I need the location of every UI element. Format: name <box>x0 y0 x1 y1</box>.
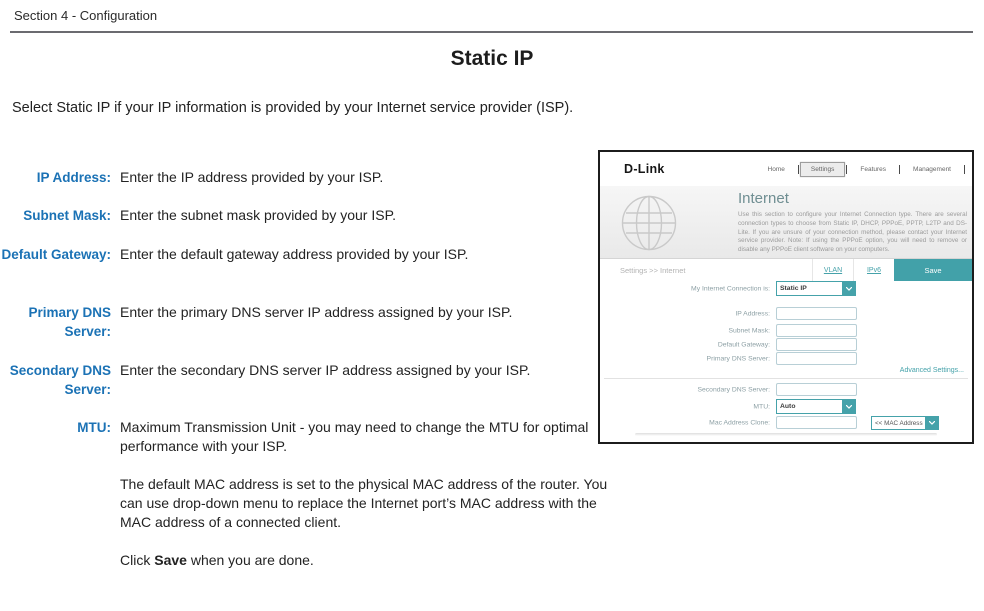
connection-type-dropdown[interactable] <box>776 281 856 296</box>
form-row-connection <box>600 281 972 296</box>
default-gateway-input[interactable] <box>776 338 857 351</box>
mac-address-paragraph: The default MAC address is set to the physical MAC address of the router. You can use drop-down menu to replace the Internet port’s MAC address with the MAC address of a connected client. <box>120 476 608 530</box>
mtu-description: Maximum Transmission Unit - you may need to change the MTU for optimal performance with your ISP. <box>120 419 589 454</box>
connection-type-value: Static IP <box>780 285 807 292</box>
field-description: Enter the secondary DNS server IP address assigned by your ISP. <box>120 362 531 378</box>
field-description: Enter the subnet mask provided by your ISP. <box>120 207 397 223</box>
field-description: Enter the default gateway address provided by your ISP. <box>120 246 469 262</box>
field-label-mtu: MTU: <box>77 420 111 435</box>
field-row <box>0 245 610 264</box>
form-row-mtu <box>600 399 972 414</box>
nav-item-home[interactable]: Home <box>767 165 785 173</box>
vlan-link[interactable]: VLAN <box>823 266 843 274</box>
internet-hero-band <box>600 186 972 258</box>
field-description: Enter the IP address provided by your ISP. <box>120 169 384 185</box>
mtu-value: Auto <box>780 403 796 410</box>
form-divider <box>604 378 968 379</box>
nav-separator <box>798 165 799 174</box>
form-row-secondary-dns <box>600 383 972 396</box>
field-row <box>0 168 610 187</box>
mac-address-value: << MAC Address <box>875 419 923 427</box>
intro-text: Select Static IP if your IP information is provided by your Internet service provider (ISP). <box>12 100 574 116</box>
hero-title: Internet <box>738 190 789 207</box>
hero-description: Use this section to configure your Internet Connection type. There are several connection types to choose from Static IP, DHCP, PPPoE, PPTP, L2TP and DS-Lite. If you are unsure of your connection method, please contact your Internet service provider. Note: If using the PPPoE option, you will need to remove or disable any PPPoE client software on your computers. <box>738 211 967 254</box>
mac-clone-label: Mac Address Clone: <box>709 419 770 427</box>
nav-item-features[interactable]: Features <box>860 165 887 173</box>
field-row <box>0 361 610 399</box>
save-keyword: Save <box>154 552 187 568</box>
primary-dns-label: Primary DNS Server: <box>706 355 770 362</box>
subnet-mask-label: Subnet Mask: <box>728 327 770 334</box>
form-row-mac-clone <box>600 416 972 430</box>
field-label-subnet-mask: Subnet Mask: <box>23 208 111 223</box>
settings-toolbar <box>600 258 972 281</box>
field-description <box>120 418 610 589</box>
mtu-dropdown[interactable] <box>776 399 856 414</box>
breadcrumb: Settings >> Internet <box>620 265 686 275</box>
mac-clone-input[interactable] <box>776 416 857 429</box>
form-row-primary-dns <box>600 352 972 365</box>
form-row-gateway <box>600 338 972 351</box>
mac-address-dropdown[interactable] <box>871 416 939 430</box>
field-row <box>0 418 610 589</box>
mtu-label: MTU: <box>753 403 770 410</box>
field-description: Enter the primary DNS server IP address assigned by your ISP. <box>120 304 513 320</box>
closing-line: Click Save when you are done. <box>120 552 314 568</box>
field-label-ip-address: IP Address: <box>36 170 111 185</box>
footer-shadow <box>635 433 937 436</box>
router-nav <box>756 152 966 186</box>
globe-icon <box>620 194 678 252</box>
ipv6-link[interactable]: IPv6 <box>866 266 881 274</box>
subnet-mask-input[interactable] <box>776 324 857 337</box>
header-rule <box>10 31 973 33</box>
nav-item-settings[interactable]: Settings <box>800 162 846 177</box>
router-header-bar <box>600 152 972 187</box>
nav-separator <box>964 165 965 174</box>
field-label-primary-dns: Primary DNS Server: <box>28 305 111 339</box>
chevron-down-icon <box>842 400 855 413</box>
ip-address-input[interactable] <box>776 307 857 320</box>
form-row-ip <box>600 307 972 320</box>
nav-item-management[interactable]: Management <box>913 165 951 173</box>
router-ui-screenshot <box>598 150 974 444</box>
chevron-down-icon <box>842 282 855 295</box>
vlan-cell <box>812 259 853 281</box>
secondary-dns-label: Secondary DNS Server: <box>697 386 770 393</box>
secondary-dns-input[interactable] <box>776 383 857 396</box>
advanced-settings-link[interactable]: Advanced Settings... <box>899 367 964 374</box>
chevron-down-icon <box>925 417 938 429</box>
field-row <box>0 303 610 341</box>
dlink-logo: D-Link <box>624 162 665 176</box>
field-label-default-gateway: Default Gateway: <box>1 247 111 262</box>
form-row-subnet <box>600 324 972 337</box>
default-gateway-label: Default Gateway: <box>717 341 770 348</box>
save-button[interactable]: Save <box>894 259 972 281</box>
field-row <box>0 206 610 225</box>
page-title: Static IP <box>450 47 534 70</box>
ip-address-label: IP Address: <box>735 310 770 317</box>
field-label-secondary-dns: Secondary DNS Server: <box>9 363 111 397</box>
ipv6-cell <box>853 259 894 281</box>
nav-separator <box>846 165 847 174</box>
section-header: Section 4 - Configuration <box>14 8 158 23</box>
nav-separator <box>899 165 900 174</box>
primary-dns-input[interactable] <box>776 352 857 365</box>
connection-label: My Internet Connection is: <box>691 285 770 292</box>
